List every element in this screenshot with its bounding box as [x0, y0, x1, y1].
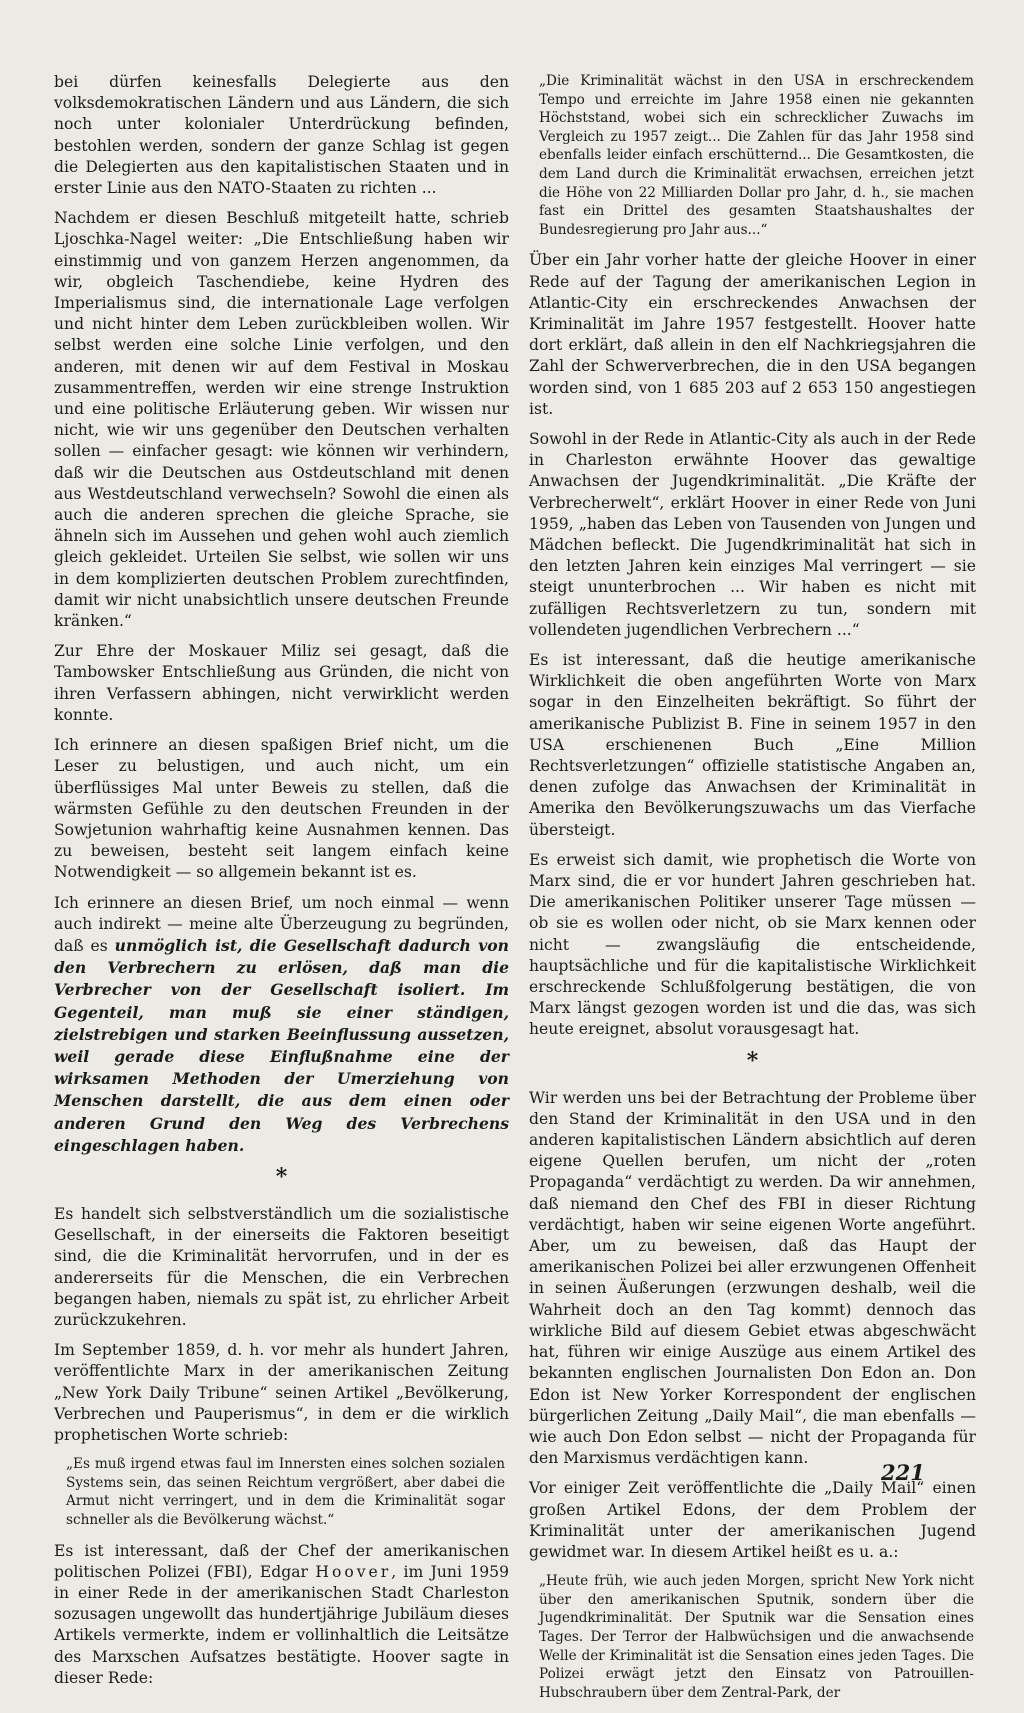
section-separator: *	[746, 1047, 759, 1074]
paragraph-text: Ich erinnere an diesen Brief, um noch einmal — wenn auch indirekt — meine alte Überzeugung zu begründen, daß es	[54, 893, 509, 955]
paragraph-text: Es ist interessant, daß der Chef der amerikanischen politischen Polizei (FBI), Edgar	[54, 1541, 509, 1581]
paragraph: Vor einiger Zeit veröffentlichte die „Daily Mail“ einen großen Artikel Edons, der dem Problem der Kriminalität unter der amerikanischen Jugend gewidmet war. In diesem Artikel heißt es u. a.:	[529, 1479, 976, 1561]
paragraph: Sowohl in der Rede in Atlantic-City als auch in der Rede in Charleston erwähnte Hoover das gewaltige Anwachsen der Jugendkriminalität. „Die Kräfte der Verbrecherwelt“, erklärt Hoover in einer Rede von Juni 1959, „haben das Leben von Tausenden von Jungen und Mädchen befleckt. Die Jugendkriminalität hat sich in den letzten Jahren kein einziges Mal verringert — sie steigt ununterbrochen ... Wir haben es nicht mit zufälligen Rechtsverletzern zu tun, sondern mit vollendeten jugendlichen Verbrechern ...“	[529, 429, 976, 639]
paragraph: Es handelt sich selbstverständlich um die sozialistische Gesellschaft, in der einerseits die Faktoren beseitigt sind, die die Kriminalität hervorrufen, und in der es andererseits für die Menschen, die ein Verbrechen begangen haben, niemals zu spät ist, zu ehrlicher Arbeit zurückzukehren.	[54, 1204, 509, 1329]
left-column	[54, 72, 509, 1698]
block-quote: „Die Kriminalität wächst in den USA in erschreckendem Tempo und erreichte im Jahre 1958 einen nie gekannten Höchststand, wobei sich ein schrecklicher Zuwachs im Vergleich zu 1957 zeigt... Die Zahlen für das Jahr 1958 sind ebenfalls leider einfach erschütternd... Die Gesamtkosten, die dem Land durch die Kriminalität erwachsen, erreichen jetzt die Höhe von 22 Milliarden Dollar pro Jahr, d. h., sie machen fast ein Drittel des gesamten Staatshaushaltes der Bundesregierung pro Jahr aus...“	[539, 73, 974, 238]
section-separator: *	[275, 1163, 288, 1190]
block-quote: „Es muß irgend etwas faul im Innersten eines solchen sozialen Systems sein, das seinen Reichtum vergrößert, aber dabei die Armut nicht verringert, und in dem die Kriminalität sogar schneller als die Bevölkerung wächst.“	[66, 1456, 505, 1528]
paragraph: Wir werden uns bei der Betrachtung der Probleme über den Stand der Kriminalität in den USA und in den anderen kapitalistischen Ländern absichtlich auf deren eigene Quellen berufen, um nicht der „roten Propaganda“ verdächtigt zu werden. Da wir annehmen, daß niemand den Chef des FBI in dieser Richtung verdächtigt, haben wir seine eigenen Worte angeführt. Aber, um zu beweisen, daß das Haupt der amerikanischen Polizei bei aller erzwungenen Offenheit in seinen Äußerungen (erzwungen deshalb, weil die Wahrheit doch an den Tag kommt) dennoch das wirkliche Bild auf diesem Gebiet etwas abgeschwächt hat, führen wir einige Auszüge aus einem Artikel des bekannten englischen Journalisten Don Edon an. Don Edon ist New Yorker Korrespondent der englischen bürgerlichen Zeitung „Daily Mail“, die man ebenfalls — wie auch Don Edon selbst — nicht der Propaganda für den Marxismus verdächtigen kann.	[529, 1088, 976, 1468]
paragraph: bei dürfen keinesfalls Delegierte aus den volksdemokratischen Ländern und aus Ländern, die sich noch unter kolonialer Unterdrückung befinden, bestohlen werden, sondern der ganze Schlag ist gegen die Delegierten aus den kapitalistischen Staaten und in erster Linie aus den NATO-Staaten zu richten ...	[54, 73, 509, 198]
block-quote: „Heute früh, wie auch jeden Morgen, spricht New York nicht über den amerikanischen Sputnik, sondern über die Jugendkriminalität. Der Sputnik war die Sensation eines Tages. Der Terror der Halbwüchsigen und die anwachsende Welle der Kriminalität ist die Sensation eines jeden Tages. Die Polizei erwägt jetzt den Einsatz von Patrouillen-Hubschraubern über dem Zentral-Park, der	[539, 1573, 974, 1701]
paragraph: Zur Ehre der Moskauer Miliz sei gesagt, daß die Tambowsker Entschließung aus Gründen, die nicht von ihren Verfassern abhingen, nicht verwirklicht werden konnte.	[54, 642, 509, 724]
paragraph: Es ist interessant, daß die heutige amerikanische Wirklichkeit die oben angeführten Worte von Marx sogar in den Einzelheiten bekräftigt. So führt der amerikanische Publizist B. Fine in seinem 1957 in den USA erschienenen Buch „Eine Million Rechtsverletzungen“ offizielle statistische Angaben an, denen zufolge das Anwachsen der Kriminalität in Amerika den Bevölkerungszuwachs um das Vierfache übersteigt.	[529, 651, 976, 839]
paragraph: Im September 1859, d. h. vor mehr als hundert Jahren, veröffentlichte Marx in der amerikanischen Zeitung „New York Daily Tribune“ seinen Artikel „Bevölkerung, Verbrechen und Pauperismus“, in dem er die wirklich prophetischen Worte schrieb:	[54, 1341, 509, 1444]
paragraph	[54, 1541, 509, 1689]
spaced-name: Hoover	[315, 1562, 392, 1581]
paragraph: Über ein Jahr vorher hatte der gleiche Hoover in einer Rede auf der Tagung der amerikanischen Legion in Atlantic-City ein erschreckendes Anwachsen der Kriminalität im Jahre 1957 festgestellt. Hoover hatte dort erklärt, daß allein in den elf Nachkriegsjahren die Zahl der Schwerverbrechen, die in den USA begangen worden sind, von 1 685 203 auf 2 653 150 angestiegen ist.	[529, 251, 976, 418]
paragraph: Ich erinnere an diesen spaßigen Brief nicht, um die Leser zu belustigen, und auch nicht, um ein überflüssiges Mal unter Beweis zu stellen, daß die wärmsten Gefühle zu den deutschen Freunden in der Sowjetunion wahrhaftig keine Ausnahmen kennen. Das zu beweisen, besteht seit langem einfach keine Notwendigkeit — so allgemein bekannt ist es.	[54, 736, 509, 882]
emphasized-text: unmöglich ist, die Gesellschaft dadurch von den Verbrechern zu erlösen, daß man die Verbrecher von der Gesellschaft isoliert. Im Gegenteil, man muß sie einer ständigen, zielstrebigen und starken Beeinflussung aussetzen, weil gerade diese Einflußnahme eine der wirksamen Methoden der Umerziehung von Menschen darstellt, die aus dem einen oder anderen Grund den Weg des Verbrechens eingeschlagen haben.	[54, 935, 509, 1155]
paragraph-emphasis	[54, 893, 509, 1157]
page-number: 221	[881, 1460, 925, 1485]
paragraph-text: , im Juni 1959 in einer Rede in der amerikanischen Stadt Charleston sozusagen ungewollt das hundertjährige Jubiläum dieses Artikels vermerkte, indem er vollinhaltlich die Leitsätze des Marxschen Aufsatzes bestätigte. Hoover sagte in dieser Rede:	[54, 1562, 509, 1687]
paragraph: Nachdem er diesen Beschluß mitgeteilt hatte, schrieb Ljoschka-Nagel weiter: „Die Entschließung haben wir einstimmig und von ganzem Herzen angenommen, da wir, obgleich Taschendiebe, keine Hydren des Imperialismus sind, die internationale Lage verfolgen und nicht hinter dem Leben zurückbleiben wollen. Wir selbst werden eine solche Linie verfolgen, und den anderen, mit denen wir auf dem Festival in Moskau zusammentreffen, werden wir eine strenge Instruktion und eine politische Erläuterung geben. Wir wissen nur nicht, wie wir uns gegenüber den Deutschen verhalten sollen — einfacher gesagt: wie können wir verhindern, daß wir die Deutschen aus Ostdeutschland mit denen aus Westdeutschland verwechseln? Sowohl die einen als auch die anderen sprechen die gleiche Sprache, sie ähneln sich im Aussehen und gehen wohl auch ziemlich gleich gekleidet. Urteilen Sie selbst, wie sollen wir uns in dem komplizierten deutschen Problem zurechtfinden, damit wir nicht unabsichtlich unsere deutschen Freunde kränken.“	[54, 209, 509, 631]
paragraph: Es erweist sich damit, wie prophetisch die Worte von Marx sind, die er vor hundert Jahren geschrieben hat. Die amerikanischen Politiker unserer Tage müssen — ob sie es wollen oder nicht, ob sie Marx kennen oder nicht — zwangsläufig die entscheidende, hauptsächliche und für die kapitalistische Wirklichkeit erschreckende Schlußfolgerung bestätigen, die von Marx längst gezogen worden ist und die das, was sich heute ereignet, absolut vorausgesagt hat.	[529, 850, 976, 1039]
